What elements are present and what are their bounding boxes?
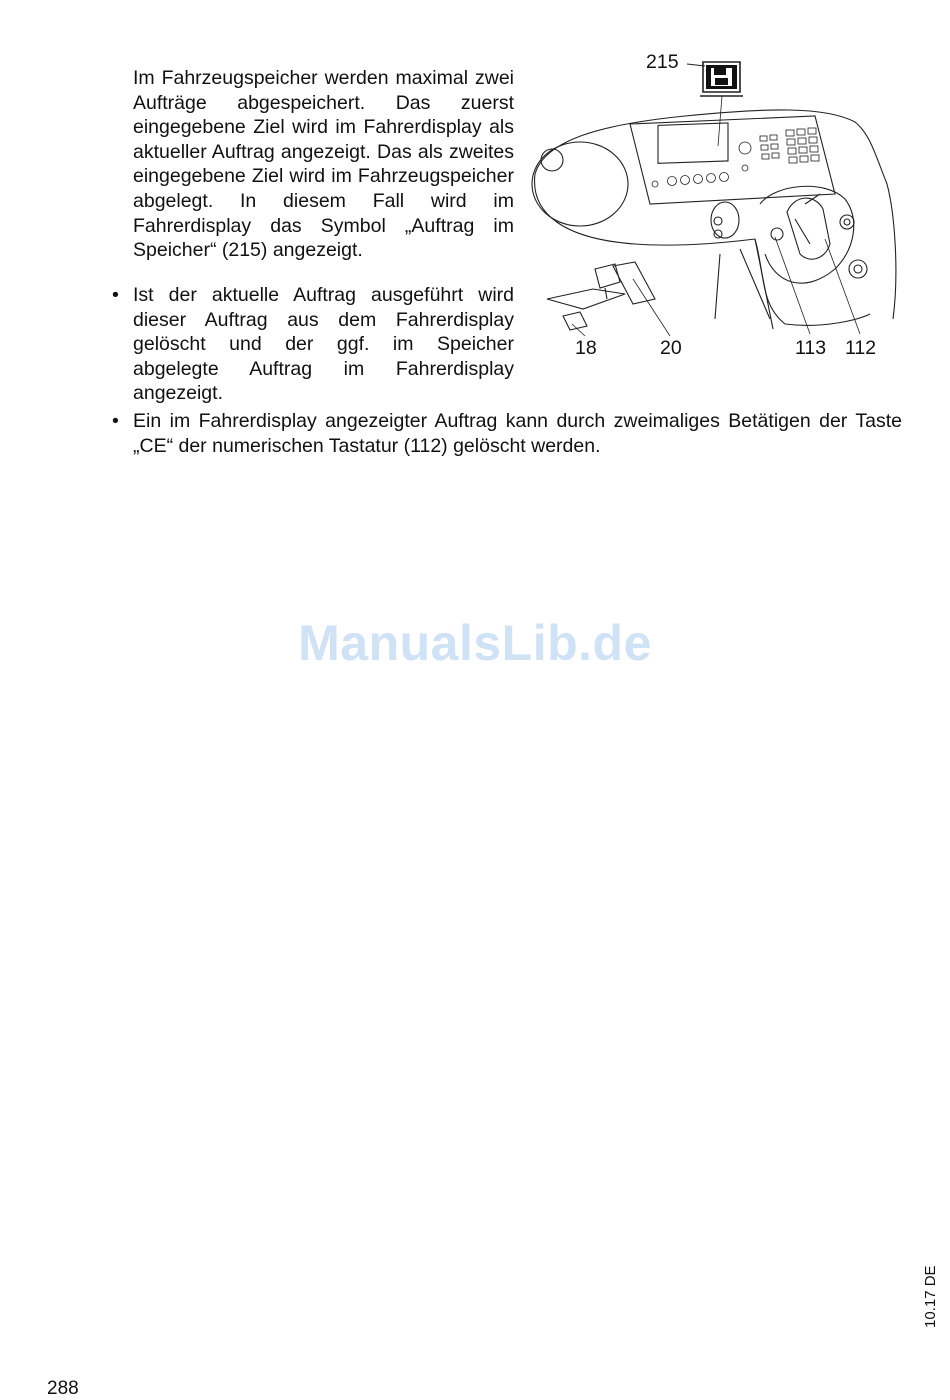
intro-paragraph: Im Fahrzeugspeicher werden maximal zwei Aufträge abgespeichert. Das zuerst eingegebene Ziel wird im Fahrerdisplay als aktueller Auftrag angezeigt. Das als zweites eingegebene Ziel wird im Fahrzeugspeicher abgelegt. In diesem Fall wird im Fahrerdisplay das Symbol „Auftrag im Speicher“ (215) angezeigt. [133, 67, 514, 262]
callout-113: 113 [795, 337, 827, 359]
bullet-marker: • [112, 410, 119, 432]
watermark: ManualsLib.de [298, 615, 652, 671]
bullet-marker: • [112, 284, 119, 306]
version-label: 10.17 DE [922, 1265, 939, 1328]
control-panel-illustration [525, 44, 925, 364]
callout-20: 20 [660, 337, 682, 359]
callout-18: 18 [575, 337, 597, 359]
memory-symbol-icon [706, 65, 737, 89]
bullet-item-2: Ein im Fahrerdisplay angezeigter Auftrag kann durch zweimaliges Betätigen der Taste „CE“ der numerischen Tastatur (112) gelöscht werden. [133, 410, 902, 457]
bullet-item-1: Ist der aktuelle Auftrag ausgeführt wird dieser Auftrag aus dem Fahrerdisplay gelöscht und der ggf. im Speicher abgelegte Auftrag im Fahrerdisplay angezeigt. [133, 284, 514, 405]
page-number: 288 [47, 1378, 79, 1399]
callout-112: 112 [845, 337, 877, 359]
callout-215: 215 [646, 51, 679, 73]
